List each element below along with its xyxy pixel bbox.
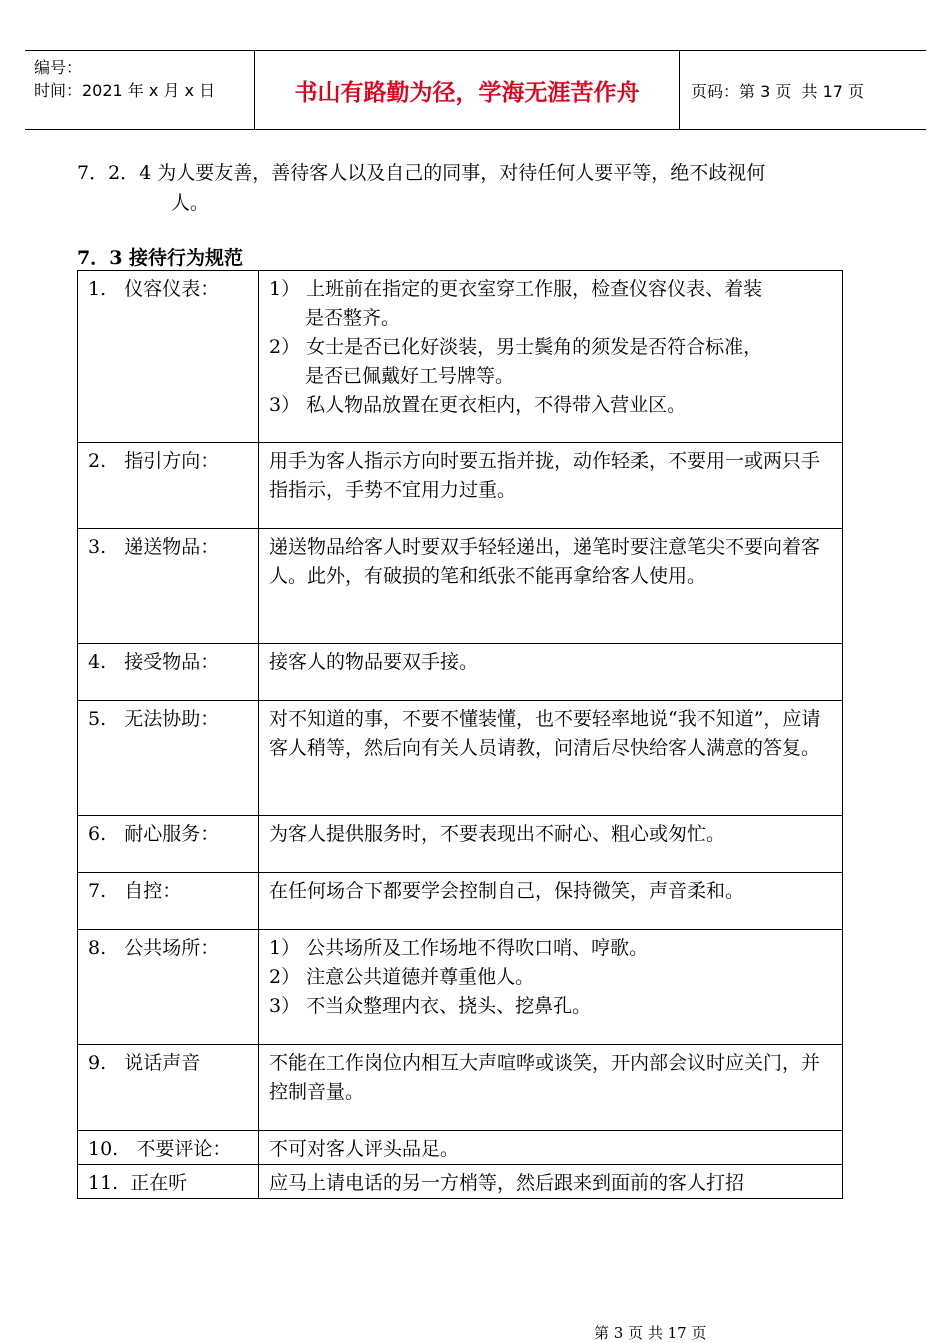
list-text: 不当众整理内衣、挠头、挖鼻孔。 <box>306 995 592 1017</box>
rule-label: 10. 不要评论： <box>78 1131 259 1165</box>
list-text: 女士是否已化好淡装，男士鬓角的须发是否符合标准， <box>306 336 763 358</box>
rule-content: 递送物品给客人时要双手轻轻递出，递笔时要注意笔尖不要向着客人。此外，有破损的笔和纸张不能再拿给客人使用。 <box>259 529 843 644</box>
header-page-info <box>680 51 926 129</box>
list-marker: 2） <box>269 336 307 358</box>
table-row <box>78 1045 843 1131</box>
rule-label: 2. 指引方向： <box>78 443 259 529</box>
page-header <box>25 50 926 130</box>
list-marker: 3） <box>269 394 307 416</box>
list-text: 上班前在指定的更衣室穿工作服，检查仪容仪表、着装 <box>306 278 763 300</box>
table-row <box>78 529 843 644</box>
list-text-continued: 是否整齐。 <box>305 307 401 329</box>
rule-content: 不可对客人评头品足。 <box>259 1131 843 1165</box>
rule-content: 接客人的物品要双手接。 <box>259 644 843 701</box>
rules-table-body <box>78 271 843 1199</box>
list-text: 私人物品放置在更衣柜内，不得带入营业区。 <box>306 394 687 416</box>
rule-content <box>259 271 843 443</box>
list-item <box>269 333 832 362</box>
rule-label: 11. 正在听 <box>78 1165 259 1199</box>
list-marker: 1） <box>269 937 307 959</box>
table-row <box>78 816 843 873</box>
page-footer: 第 3 页 共 17 页 <box>594 1324 707 1342</box>
header-motto: 书山有路勤为径，学海无涯苦作舟 <box>254 51 680 129</box>
list-marker: 2） <box>269 966 307 988</box>
intro-line-1: 7．2．4 为人要友善，善待客人以及自己的同事，对待任何人要平等，绝不歧视何 <box>77 162 766 184</box>
rule-content: 对不知道的事，不要不懂装懂，也不要轻率地说“我不知道”，应请客人稍等，然后向有关人员请教，问清后尽快给客人满意的答复。 <box>259 701 843 816</box>
rule-label: 4. 接受物品： <box>78 644 259 701</box>
table-row <box>78 271 843 443</box>
list-item <box>269 963 832 992</box>
rule-label: 7. 自控： <box>78 873 259 930</box>
list-item <box>269 934 832 963</box>
rule-label: 5. 无法协助： <box>78 701 259 816</box>
table-row <box>78 443 843 529</box>
rule-label: 8. 公共场所： <box>78 930 259 1045</box>
table-row <box>78 1165 843 1199</box>
list-item <box>269 992 832 1021</box>
rule-content: 应马上请电话的另一方梢等，然后跟来到面前的客人打招 <box>259 1165 843 1199</box>
rule-content: 用手为客人指示方向时要五指并拢，动作轻柔，不要用一或两只手指指示，手势不宜用力过重。 <box>259 443 843 529</box>
list-text: 公共场所及工作场地不得吹口哨、哼歌。 <box>306 937 649 959</box>
page-label: 页码：第 3 页 共 17 页 <box>691 81 865 101</box>
rules-table <box>77 270 843 1199</box>
table-row <box>78 644 843 701</box>
rule-label: 6. 耐心服务： <box>78 816 259 873</box>
rule-label: 1. 仪容仪表： <box>78 271 259 443</box>
rule-content: 不能在工作岗位内相互大声喧哗或谈笑，开内部会议时应关门，并控制音量。 <box>259 1045 843 1131</box>
list-marker: 1） <box>269 278 307 300</box>
list-item <box>269 391 832 420</box>
list-text: 注意公共道德并尊重他人。 <box>306 966 535 988</box>
list-item <box>269 275 832 304</box>
rule-content: 为客人提供服务时，不要表现出不耐心、粗心或匆忙。 <box>259 816 843 873</box>
section-title: 7．3 接待行为规范 <box>77 247 244 269</box>
table-row <box>78 701 843 816</box>
rule-label: 3. 递送物品： <box>78 529 259 644</box>
table-row <box>78 930 843 1045</box>
table-row <box>78 1131 843 1165</box>
list-marker: 3） <box>269 995 307 1017</box>
rule-label: 9. 说话声音 <box>78 1045 259 1131</box>
rule-content: 在任何场合下都要学会控制自己，保持微笑，声音柔和。 <box>259 873 843 930</box>
time-label: 时间：2021 年 x 月 x 日 <box>34 81 216 100</box>
intro-line-2: 人。 <box>171 192 210 214</box>
serial-label: 编号： <box>34 58 83 77</box>
header-meta <box>25 51 254 129</box>
intro-paragraph <box>77 158 877 218</box>
table-row <box>78 873 843 930</box>
list-text-continued: 是否已佩戴好工号牌等。 <box>305 365 515 387</box>
rule-content <box>259 930 843 1045</box>
